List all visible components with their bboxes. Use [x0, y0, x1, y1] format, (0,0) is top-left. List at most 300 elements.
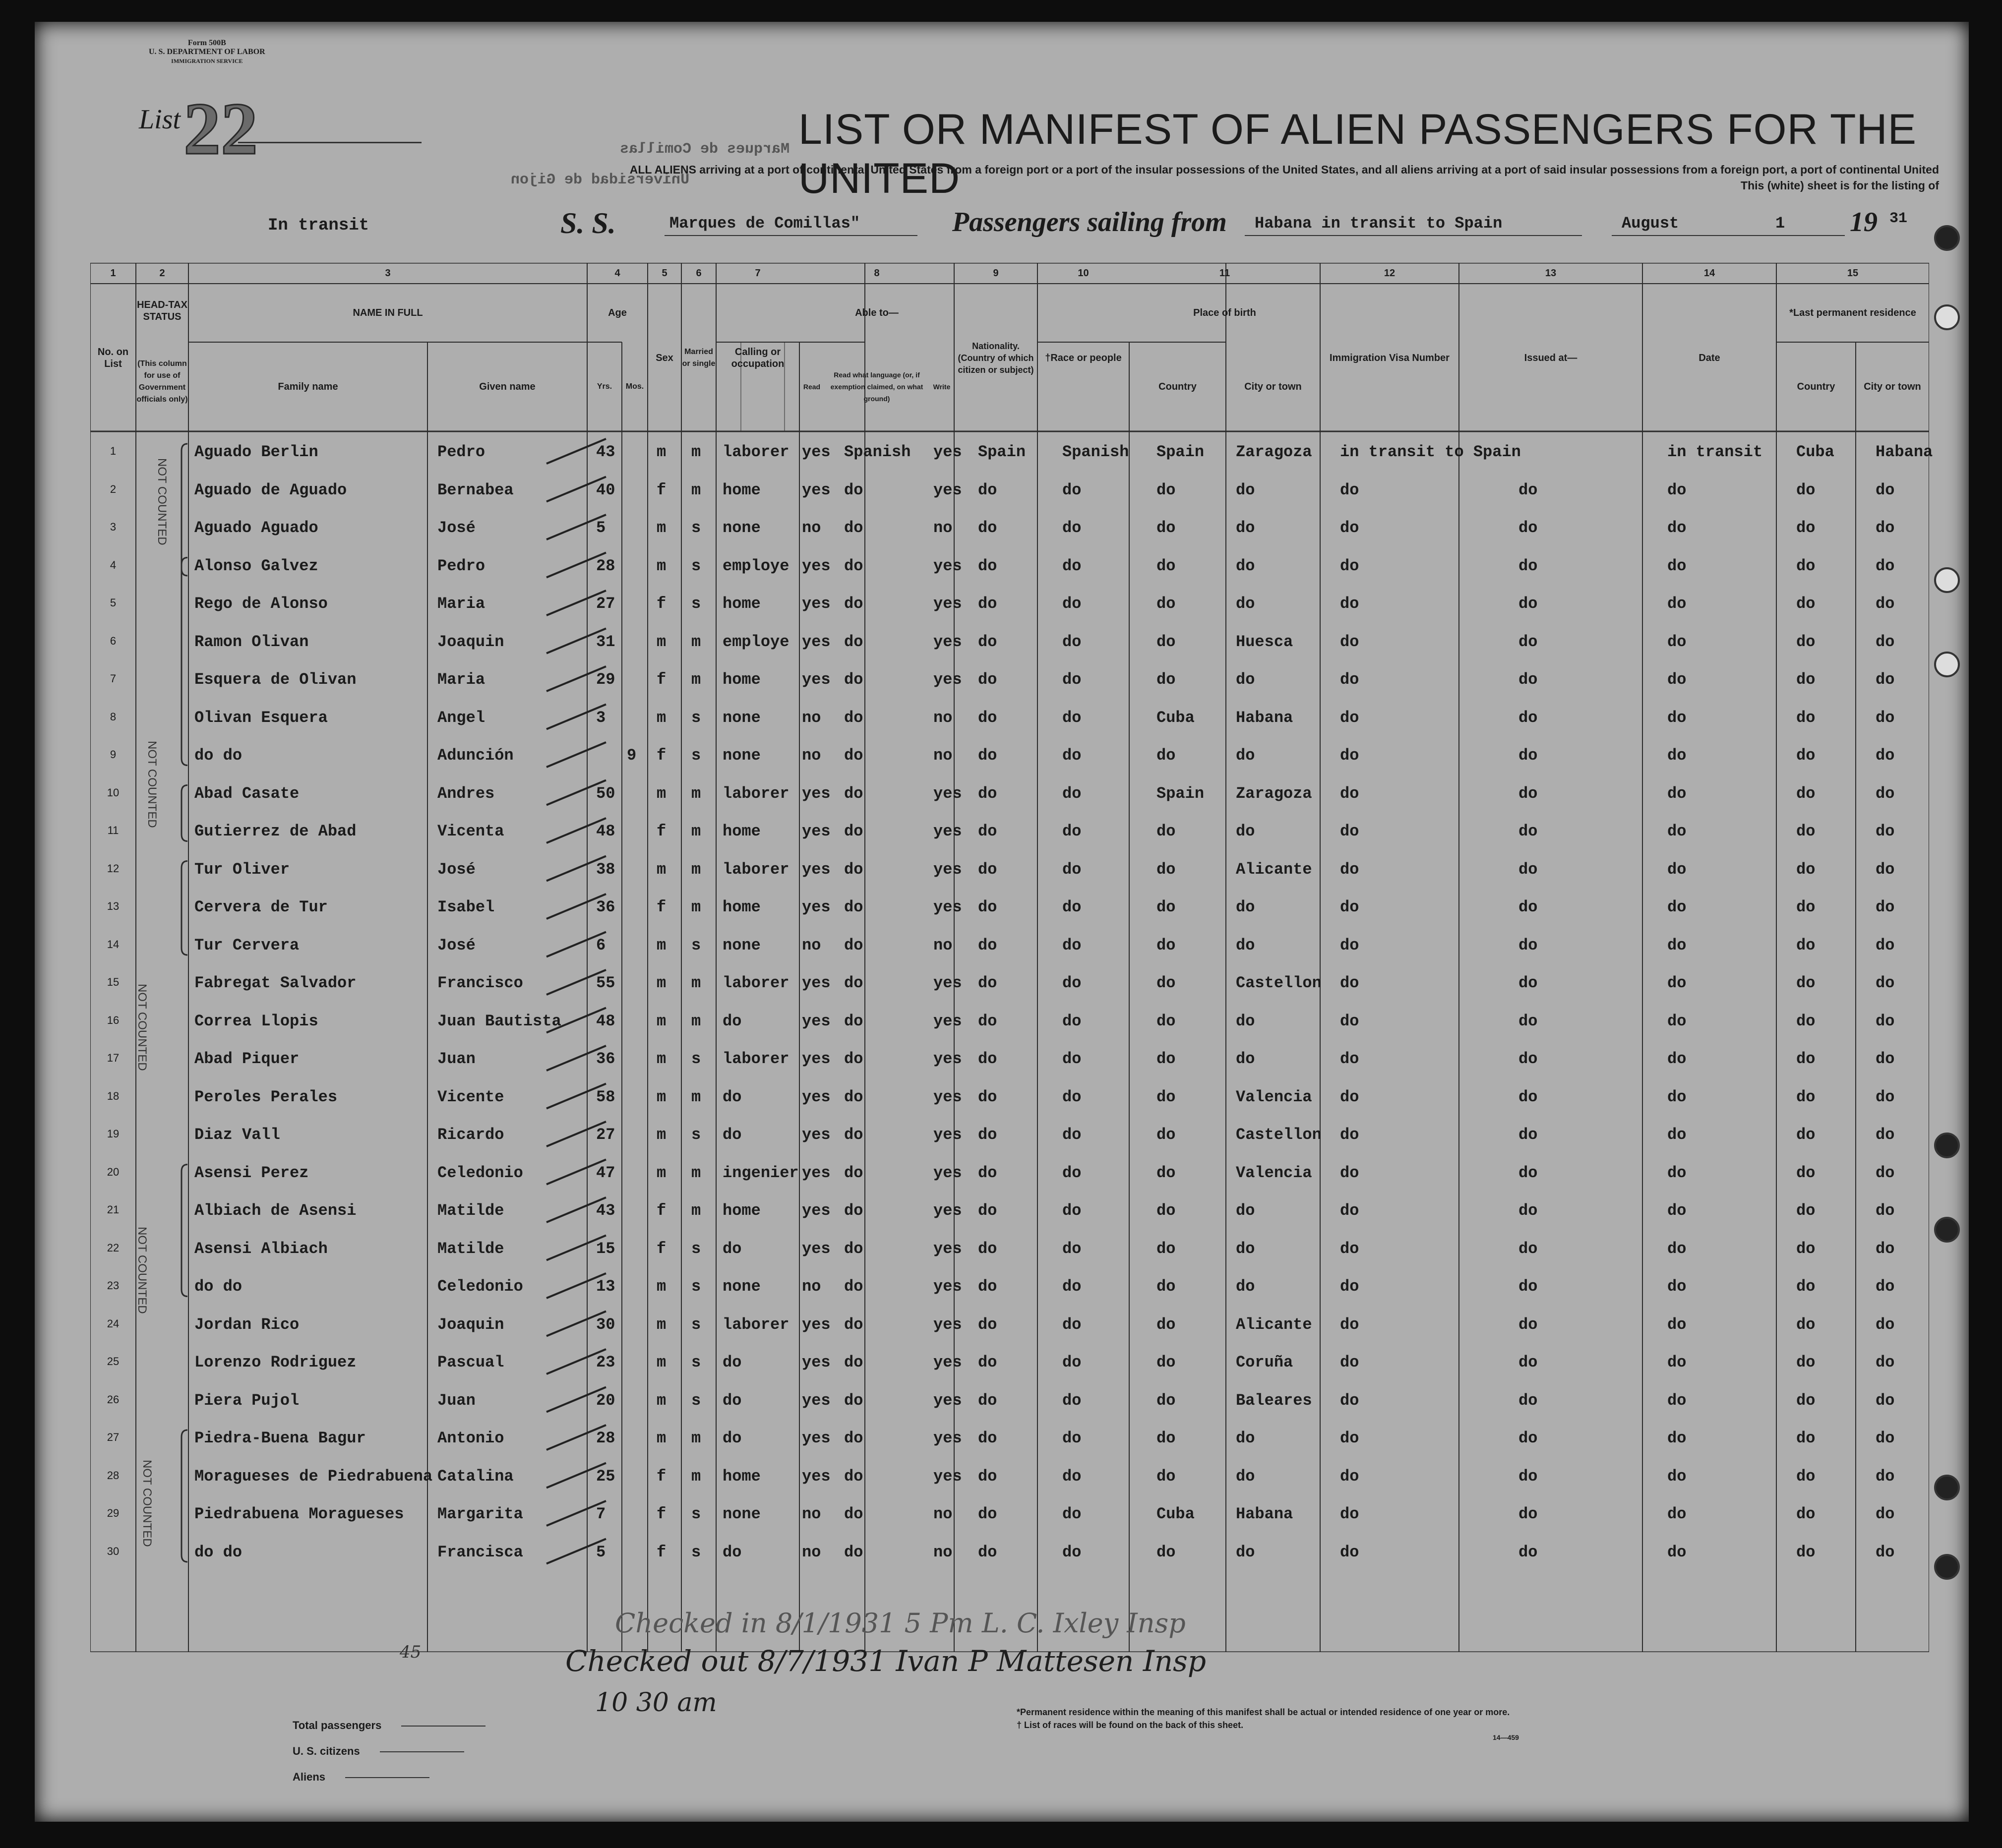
header-family-name-text: Family name [278, 381, 338, 392]
cell-sex: f [657, 898, 667, 916]
cell-visa-number: in transit to Spain [1340, 443, 1521, 461]
cell-can-read: yes [802, 595, 831, 613]
cell-residence-city: do [1876, 974, 1895, 992]
column-number-text: 3 [385, 268, 391, 279]
cell-age-years: 47 [596, 1163, 615, 1182]
cell-sex: f [657, 1505, 667, 1523]
cell-visa-date: do [1667, 1126, 1687, 1144]
row-number: 16 [107, 1013, 120, 1026]
cell-sex: f [657, 746, 667, 765]
cell-given-name: Celedonio [437, 1277, 523, 1296]
column-number [716, 264, 799, 283]
row-number: 20 [107, 1165, 120, 1178]
cell-residence-country: do [1796, 822, 1816, 840]
cell-family-name: Correa Llopis [194, 1012, 318, 1030]
row-number: 6 [110, 634, 117, 647]
cell-can-read: yes [802, 1126, 831, 1144]
header-birth-city-text: City or town [1244, 381, 1302, 392]
cell-sex: m [657, 556, 667, 575]
cell-occupation: do [723, 1429, 742, 1447]
cell-marital-status: m [691, 1087, 701, 1106]
row-number: 13 [107, 900, 120, 912]
cell-nationality: do [978, 1163, 997, 1182]
cell-residence-city: do [1876, 1163, 1895, 1182]
cell-sex: m [657, 632, 667, 651]
cell-birth-city: do [1236, 1429, 1255, 1447]
cell-birth-city: do [1236, 1012, 1255, 1030]
cell-nationality: do [978, 1126, 997, 1144]
cell-issued-at: do [1518, 1126, 1538, 1144]
cell-residence-city: do [1876, 556, 1895, 575]
cell-visa-number: do [1340, 632, 1359, 651]
header-name-in-full [188, 284, 587, 342]
cell-visa-date: do [1667, 1467, 1687, 1486]
cell-visa-date: do [1667, 822, 1687, 840]
cell-marital-status: m [691, 860, 701, 879]
list-label: List [139, 104, 181, 135]
cell-occupation: home [723, 595, 761, 613]
cell-age-years: 43 [596, 443, 615, 461]
cell-can-write: yes [933, 670, 962, 689]
cell-marital-status: s [691, 1050, 701, 1068]
cell-can-write: no [933, 1505, 953, 1523]
cell-race: Spanish [1062, 443, 1129, 461]
cell-issued-at: do [1518, 708, 1538, 727]
cell-visa-number: do [1340, 784, 1359, 803]
cell-residence-city: do [1876, 1277, 1895, 1296]
cell-race: do [1062, 1163, 1082, 1182]
header-nationality-text: Nationality. (Country of which citizen or subject) [958, 341, 1034, 375]
cell-occupation: none [723, 708, 761, 727]
cell-age-years: 20 [596, 1391, 615, 1410]
cell-marital-status: s [691, 1315, 701, 1334]
cell-family-name: Cervera de Tur [194, 898, 328, 916]
column-number [681, 264, 716, 283]
cell-marital-status: m [691, 1429, 701, 1447]
row-number: 14 [107, 938, 120, 951]
row-number: 19 [107, 1128, 120, 1140]
cell-marital-status: s [691, 1543, 701, 1561]
cell-visa-number: do [1340, 860, 1359, 879]
cell-race: do [1062, 519, 1082, 537]
cell-age-years: 27 [596, 1126, 615, 1144]
cell-nationality: do [978, 822, 997, 840]
cell-marital-status: s [691, 1239, 701, 1258]
total-passengers-row [293, 1713, 485, 1738]
cell-visa-date: do [1667, 1543, 1687, 1561]
cell-language: do [844, 632, 863, 651]
cell-birth-country: do [1156, 1126, 1176, 1144]
cell-can-read: yes [802, 860, 831, 879]
cell-age-years: 6 [596, 936, 606, 954]
cell-language: do [844, 1126, 863, 1144]
departure-port: Habana in transit to Spain [1255, 214, 1503, 233]
cell-birth-country: do [1156, 936, 1176, 954]
cell-can-read: yes [802, 822, 831, 840]
punch-hole [1934, 1554, 1960, 1580]
cell-marital-status: s [691, 1391, 701, 1410]
header-date-text: Date [1699, 353, 1720, 363]
cell-can-write: yes [933, 1126, 962, 1144]
cell-birth-city: Castellon [1236, 974, 1322, 992]
header-birth-country [1129, 342, 1226, 431]
cell-nationality: do [978, 1353, 997, 1371]
cell-nationality: do [978, 974, 997, 992]
cell-race: do [1062, 974, 1082, 992]
header-date [1642, 284, 1776, 432]
cell-can-read: yes [802, 1353, 831, 1371]
column-number [1037, 264, 1129, 283]
cell-given-name: Maria [437, 670, 485, 689]
header-birth-city [1226, 342, 1320, 431]
cell-age-years: 36 [596, 898, 615, 916]
header-res-city [1856, 342, 1929, 431]
header-head-tax-note-text: (This column for use of Government officials only) [136, 359, 188, 404]
cell-can-read: yes [802, 1163, 831, 1182]
cell-residence-country: do [1796, 898, 1816, 916]
cell-residence-city: do [1876, 936, 1895, 954]
cell-residence-country: Cuba [1796, 443, 1834, 461]
table-grid-lines [90, 263, 1929, 1652]
cell-can-read: yes [802, 632, 831, 651]
header-read [799, 342, 824, 431]
cell-given-name: Vicente [437, 1087, 504, 1106]
column-number-text: 12 [1384, 268, 1395, 279]
cell-occupation: laborer [723, 443, 789, 461]
cell-given-name: Pascual [437, 1353, 504, 1371]
cell-issued-at: do [1518, 1239, 1538, 1258]
cell-residence-country: do [1796, 974, 1816, 992]
cell-nationality: do [978, 1012, 997, 1030]
cell-issued-at: do [1518, 1277, 1538, 1296]
cell-race: do [1062, 746, 1082, 765]
column-number [1320, 264, 1459, 283]
cell-given-name: José [437, 860, 476, 879]
cell-family-name: Peroles Perales [194, 1087, 338, 1106]
cell-occupation: none [723, 936, 761, 954]
cell-marital-status: s [691, 746, 701, 765]
cell-marital-status: s [691, 1126, 701, 1144]
cell-visa-number: do [1340, 480, 1359, 499]
cell-nationality: do [978, 1467, 997, 1486]
cell-occupation: do [723, 1087, 742, 1106]
cell-can-write: no [933, 746, 953, 765]
cell-visa-date: do [1667, 860, 1687, 879]
cell-sex: m [657, 1050, 667, 1068]
cell-nationality: do [978, 784, 997, 803]
cell-race: do [1062, 1050, 1082, 1068]
header-no-on-list-text: No. on List [97, 347, 129, 369]
cell-occupation: laborer [723, 974, 789, 992]
header-age-text: Age [608, 307, 627, 318]
cell-age-years: 30 [596, 1315, 615, 1334]
cell-visa-number: do [1340, 1429, 1359, 1447]
cell-family-name: Tur Cervera [194, 936, 300, 954]
row-number: 26 [107, 1393, 120, 1406]
cell-age-months: 9 [627, 746, 637, 765]
cell-visa-number: do [1340, 822, 1359, 840]
header-sex [648, 284, 681, 432]
cell-age-years: 36 [596, 1050, 615, 1068]
cell-can-write: yes [933, 1391, 962, 1410]
subtitle-line-1: ALL ALIENS arriving at a port of continental United States from a foreign port or a port of the insular possessions of the United States, and all aliens arriving at a port of said insular possessions from a foreign port, a port of continental United [629, 163, 1939, 176]
cell-race: do [1062, 1543, 1082, 1561]
cell-residence-country: do [1796, 1277, 1816, 1296]
list-underline [238, 142, 422, 143]
cell-given-name: Ricardo [437, 1126, 504, 1144]
us-citizens-label: U. S. citizens [293, 1745, 360, 1757]
cell-language: do [844, 1087, 863, 1106]
page-title: LIST OR MANIFEST OF ALIEN PASSENGERS FOR THE UNITED [798, 106, 1917, 202]
list-number: 22 [183, 88, 258, 170]
cell-race: do [1062, 1505, 1082, 1523]
cell-residence-city: do [1876, 746, 1895, 765]
cell-marital-status: s [691, 936, 701, 954]
not-counted-stamp-2: NOT COUNTED [145, 741, 159, 828]
cell-given-name: Antonio [437, 1429, 504, 1447]
cell-sex: f [657, 595, 667, 613]
cell-birth-city: do [1236, 746, 1255, 765]
row-number: 1 [110, 445, 117, 457]
cell-language: do [844, 519, 863, 537]
cell-family-name: Asensi Perez [194, 1163, 309, 1182]
cell-occupation: employe [723, 556, 789, 575]
in-transit-label: In transit [268, 216, 369, 235]
cell-residence-city: do [1876, 1429, 1895, 1447]
cell-sex: m [657, 784, 667, 803]
header-no-on-list [90, 284, 136, 432]
cell-nationality: do [978, 936, 997, 954]
cell-family-name: Ramon Olivan [194, 632, 309, 651]
cell-age-years: 29 [596, 670, 615, 689]
cell-occupation: employe [723, 632, 789, 651]
cell-birth-country: do [1156, 480, 1176, 499]
column-number [954, 264, 1037, 283]
cell-birth-country: do [1156, 974, 1176, 992]
cell-marital-status: m [691, 1012, 701, 1030]
cell-race: do [1062, 898, 1082, 916]
cell-marital-status: s [691, 556, 701, 575]
cell-marital-status: s [691, 1277, 701, 1296]
cell-marital-status: m [691, 1163, 701, 1182]
cell-visa-number: do [1340, 746, 1359, 765]
total-passengers-label: Total passengers [293, 1719, 382, 1731]
cell-language: do [844, 1467, 863, 1486]
punch-hole [1934, 1475, 1960, 1500]
header-last-residence-text: *Last permanent residence [1789, 307, 1916, 318]
cell-birth-country: do [1156, 1391, 1176, 1410]
cell-visa-date: do [1667, 1505, 1687, 1523]
cell-given-name: Angel [437, 708, 485, 727]
cell-family-name: Diaz Vall [194, 1126, 280, 1144]
header-able-to-text: Able to— [855, 307, 899, 318]
cell-family-name: Abad Casate [194, 784, 300, 803]
cell-residence-country: do [1796, 1239, 1816, 1258]
header-family-name [188, 342, 427, 431]
cell-race: do [1062, 860, 1082, 879]
header-res-country [1776, 342, 1856, 431]
checked-in-annotation: Checked in 8/1/1931 5 Pm L. C. Ixley Insp [615, 1608, 1186, 1639]
cell-age-years: 50 [596, 784, 615, 803]
cell-race: do [1062, 1467, 1082, 1486]
cell-sex: m [657, 1315, 667, 1334]
cell-issued-at: do [1518, 1505, 1538, 1523]
cell-language: do [844, 670, 863, 689]
cell-residence-country: do [1796, 1012, 1816, 1030]
header-birth-country-text: Country [1158, 381, 1197, 392]
cell-birth-city: do [1236, 556, 1255, 575]
cell-visa-date: in transit [1667, 443, 1763, 461]
cell-age-years: 58 [596, 1087, 615, 1106]
time-annotation: 10 30 am [595, 1688, 717, 1718]
cell-residence-city: do [1876, 1050, 1895, 1068]
cell-nationality: do [978, 519, 997, 537]
cell-nationality: do [978, 1239, 997, 1258]
cell-family-name: Gutierrez de Abad [194, 822, 357, 840]
column-number-text: 4 [614, 268, 620, 279]
cell-residence-city: do [1876, 1543, 1895, 1561]
cell-birth-country: do [1156, 1277, 1176, 1296]
cell-visa-date: do [1667, 1087, 1687, 1106]
family-bracket [182, 444, 187, 576]
department-name: U. S. DEPARTMENT OF LABOR [149, 48, 265, 56]
cell-can-write: yes [933, 1050, 962, 1068]
cell-given-name: Adunción [437, 746, 514, 765]
cell-language: do [844, 1391, 863, 1410]
column-number-text: 8 [874, 268, 880, 279]
cell-age-years: 27 [596, 595, 615, 613]
cell-residence-city: do [1876, 1087, 1895, 1106]
cell-age-years: 31 [596, 632, 615, 651]
cell-residence-city: do [1876, 1315, 1895, 1334]
cell-given-name: Isabel [437, 898, 495, 916]
cell-birth-country: do [1156, 1239, 1176, 1258]
header-head-tax-text: HEAD-TAX STATUS [137, 299, 187, 322]
cell-race: do [1062, 1429, 1082, 1447]
cell-language: do [844, 1277, 863, 1296]
cell-language: do [844, 936, 863, 954]
cell-can-read: yes [802, 443, 831, 461]
cell-can-write: no [933, 519, 953, 537]
cell-birth-country: do [1156, 556, 1176, 575]
cell-visa-date: do [1667, 1012, 1687, 1030]
cell-nationality: do [978, 1050, 997, 1068]
cell-residence-country: do [1796, 1505, 1816, 1523]
cell-marital-status: m [691, 898, 701, 916]
page-subtitle [461, 162, 1939, 193]
form-number: Form 500B [187, 39, 226, 47]
column-number-text: 14 [1703, 268, 1715, 279]
column-number-text: 11 [1219, 268, 1230, 279]
cell-nationality: do [978, 1201, 997, 1220]
cell-language: do [844, 974, 863, 992]
not-counted-stamp-5: NOT COUNTED [140, 1460, 154, 1547]
row-number: 11 [107, 824, 119, 836]
cell-race: do [1062, 1277, 1082, 1296]
cell-residence-country: do [1796, 1543, 1816, 1561]
cell-visa-date: do [1667, 1239, 1687, 1258]
cell-birth-country: do [1156, 860, 1176, 879]
row-number: 29 [107, 1507, 120, 1519]
row-number: 18 [107, 1089, 120, 1102]
cell-visa-number: do [1340, 1163, 1359, 1182]
cell-residence-country: do [1796, 1353, 1816, 1371]
cell-visa-number: do [1340, 1353, 1359, 1371]
cell-sex: m [657, 1429, 667, 1447]
cell-can-read: no [802, 936, 821, 954]
header-age [587, 284, 648, 342]
column-number-text: 7 [755, 268, 761, 279]
cell-nationality: do [978, 1391, 997, 1410]
cell-residence-city: do [1876, 708, 1895, 727]
cell-residence-country: do [1796, 556, 1816, 575]
cell-given-name: Francisco [437, 974, 523, 992]
cell-residence-city: do [1876, 595, 1895, 613]
cell-sex: m [657, 1353, 667, 1371]
cell-visa-number: do [1340, 1543, 1359, 1561]
cell-race: do [1062, 1126, 1082, 1144]
cell-sex: f [657, 1543, 667, 1561]
cell-birth-city: do [1236, 519, 1255, 537]
cell-age-years: 28 [596, 1429, 615, 1447]
cell-residence-city: do [1876, 1353, 1895, 1371]
cell-given-name: Catalina [437, 1467, 514, 1486]
cell-residence-country: do [1796, 708, 1816, 727]
cell-can-read: yes [802, 480, 831, 499]
cell-occupation: ingenier [723, 1163, 799, 1182]
cell-family-name: do do [194, 1277, 243, 1296]
header-able-to [799, 284, 954, 342]
cell-visa-number: do [1340, 1505, 1359, 1523]
cell-birth-city: do [1236, 1050, 1255, 1068]
cell-language: do [844, 1012, 863, 1030]
port-underline [1245, 235, 1582, 236]
cell-nationality: do [978, 860, 997, 879]
aliens-row [293, 1764, 485, 1790]
cell-family-name: Piedrabuena Moragueses [194, 1505, 404, 1523]
cell-can-write: yes [933, 974, 962, 992]
cell-nationality: do [978, 1429, 997, 1447]
year-prefix: 19 [1850, 207, 1878, 238]
cell-issued-at: do [1518, 480, 1538, 499]
cell-nationality: do [978, 1505, 997, 1523]
cell-can-write: yes [933, 1201, 962, 1220]
cell-visa-date: do [1667, 746, 1687, 765]
cell-occupation: laborer [723, 1315, 789, 1334]
cell-nationality: do [978, 1315, 997, 1334]
cell-marital-status: m [691, 670, 701, 689]
cell-language: do [844, 1429, 863, 1447]
cell-occupation: home [723, 480, 761, 499]
cell-visa-date: do [1667, 898, 1687, 916]
cell-issued-at: do [1518, 632, 1538, 651]
cell-visa-number: do [1340, 556, 1359, 575]
cell-given-name: Celedonio [437, 1163, 523, 1182]
cell-sex: m [657, 1163, 667, 1182]
cell-visa-date: do [1667, 595, 1687, 613]
cell-language: do [844, 1163, 863, 1182]
cell-occupation: home [723, 898, 761, 916]
cell-visa-date: do [1667, 1429, 1687, 1447]
cell-can-write: yes [933, 898, 962, 916]
column-number [188, 264, 587, 283]
form-header-block [149, 39, 265, 65]
cell-residence-country: do [1796, 1429, 1816, 1447]
cell-birth-country: do [1156, 746, 1176, 765]
row-number: 8 [110, 710, 117, 723]
cell-given-name: Vicenta [437, 822, 504, 840]
cell-can-write: yes [933, 595, 962, 613]
